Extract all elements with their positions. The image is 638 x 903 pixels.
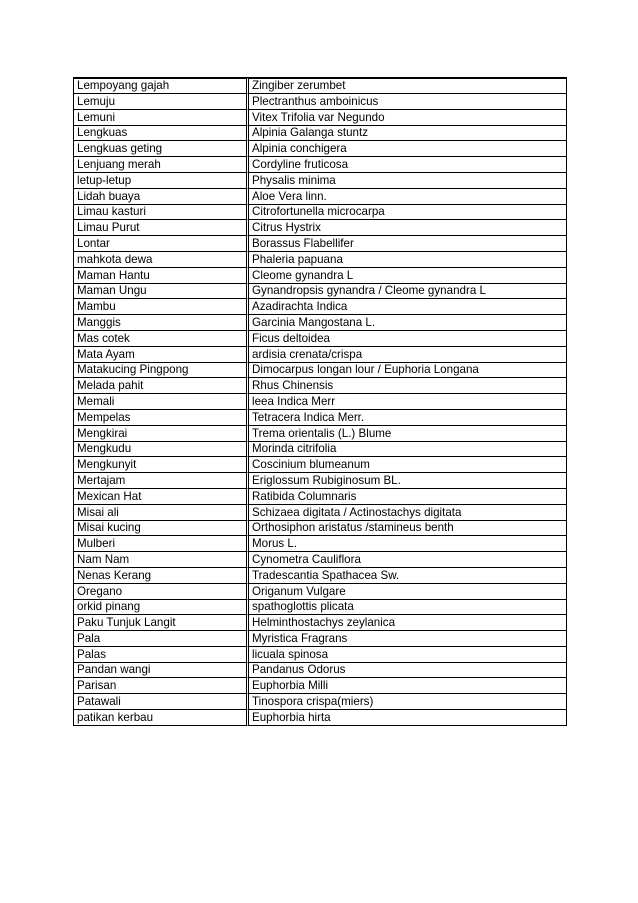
scientific-name-cell: Orthosiphon aristatus /stamineus benth	[249, 521, 567, 537]
table-row	[74, 426, 567, 442]
table-row	[74, 631, 567, 647]
table-row	[74, 252, 567, 268]
table-row	[74, 615, 567, 631]
local-name-cell: Manggis	[74, 315, 249, 331]
table-row	[74, 489, 567, 505]
local-name-cell: Lempoyang gajah	[74, 78, 249, 94]
table-row	[74, 157, 567, 173]
scientific-name-cell: Morinda citrifolia	[249, 442, 567, 458]
table-row	[74, 647, 567, 663]
scientific-name-cell: Azadirachta Indica	[249, 299, 567, 315]
local-name-cell: Oregano	[74, 584, 249, 600]
local-name-cell: Mertajam	[74, 473, 249, 489]
scientific-name-cell: Euphorbia Milli	[249, 678, 567, 694]
scientific-name-cell: Citrofortunella microcarpa	[249, 205, 567, 221]
scientific-name-cell: Ratibida Columnaris	[249, 489, 567, 505]
table-row	[74, 141, 567, 157]
local-name-cell: Maman Ungu	[74, 284, 249, 300]
scientific-name-cell: Euphorbia hirta	[249, 710, 567, 726]
table-row	[74, 378, 567, 394]
scientific-name-cell: Trema orientalis (L.) Blume	[249, 426, 567, 442]
table-row	[74, 568, 567, 584]
table-row	[74, 394, 567, 410]
table-row	[74, 584, 567, 600]
table-row	[74, 173, 567, 189]
table-row	[74, 315, 567, 331]
table-row	[74, 600, 567, 616]
scientific-name-cell: ardisia crenata/crispa	[249, 347, 567, 363]
local-name-cell: Mexican Hat	[74, 489, 249, 505]
scientific-name-cell: leea Indica Merr	[249, 394, 567, 410]
table-row	[74, 473, 567, 489]
local-name-cell: Lontar	[74, 236, 249, 252]
scientific-name-cell: Tetracera Indica Merr.	[249, 410, 567, 426]
local-name-cell: Mambu	[74, 299, 249, 315]
scientific-name-cell: Vitex Trifolia var Negundo	[249, 110, 567, 126]
plant-name-table	[73, 77, 567, 726]
table-row	[74, 678, 567, 694]
local-name-cell: Paku Tunjuk Langit	[74, 615, 249, 631]
scientific-name-cell: Plectranthus amboinicus	[249, 94, 567, 110]
local-name-cell: Lengkuas	[74, 126, 249, 142]
scientific-name-cell: Rhus Chinensis	[249, 378, 567, 394]
table-row	[74, 78, 567, 94]
local-name-cell: Maman Hantu	[74, 268, 249, 284]
table-row	[74, 220, 567, 236]
local-name-cell: Misai kucing	[74, 521, 249, 537]
local-name-cell: Mata Ayam	[74, 347, 249, 363]
local-name-cell: Misai ali	[74, 505, 249, 521]
scientific-name-cell: Physalis minima	[249, 173, 567, 189]
scientific-name-cell: Ficus deltoidea	[249, 331, 567, 347]
table-row	[74, 284, 567, 300]
local-name-cell: Lengkuas geting	[74, 141, 249, 157]
table-row	[74, 505, 567, 521]
scientific-name-cell: Cynometra Cauliflora	[249, 552, 567, 568]
table-row	[74, 189, 567, 205]
scientific-name-cell: Phaleria papuana	[249, 252, 567, 268]
local-name-cell: Patawali	[74, 694, 249, 710]
scientific-name-cell: Gynandropsis gynandra / Cleome gynandra L	[249, 284, 567, 300]
local-name-cell: Mengkunyit	[74, 457, 249, 473]
local-name-cell: orkid pinang	[74, 600, 249, 616]
table-row	[74, 236, 567, 252]
table-row	[74, 552, 567, 568]
table-row	[74, 126, 567, 142]
scientific-name-cell: Origanum Vulgare	[249, 584, 567, 600]
table-row	[74, 94, 567, 110]
scientific-name-cell: Pandanus Odorus	[249, 663, 567, 679]
local-name-cell: Matakucing Pingpong	[74, 363, 249, 379]
scientific-name-cell: spathoglottis plicata	[249, 600, 567, 616]
local-name-cell: Pandan wangi	[74, 663, 249, 679]
local-name-cell: Lemuju	[74, 94, 249, 110]
scientific-name-cell: Dimocarpus longan lour / Euphoria Longana	[249, 363, 567, 379]
local-name-cell: Memali	[74, 394, 249, 410]
table-row	[74, 331, 567, 347]
scientific-name-cell: Helminthostachys zeylanica	[249, 615, 567, 631]
local-name-cell: Mengkirai	[74, 426, 249, 442]
table-row	[74, 347, 567, 363]
local-name-cell: Parisan	[74, 678, 249, 694]
scientific-name-cell: Schizaea digitata / Actinostachys digitata	[249, 505, 567, 521]
local-name-cell: mahkota dewa	[74, 252, 249, 268]
scientific-name-cell: Alpinia Galanga stuntz	[249, 126, 567, 142]
scientific-name-cell: Citrus Hystrix	[249, 220, 567, 236]
scientific-name-cell: Morus L.	[249, 536, 567, 552]
scientific-name-cell: Tinospora crispa(miers)	[249, 694, 567, 710]
scientific-name-cell: Cordyline fruticosa	[249, 157, 567, 173]
scientific-name-cell: Zingiber zerumbet	[249, 78, 567, 94]
local-name-cell: Melada pahit	[74, 378, 249, 394]
scientific-name-cell: Cleome gynandra L	[249, 268, 567, 284]
table-row	[74, 442, 567, 458]
local-name-cell: Lemuni	[74, 110, 249, 126]
scientific-name-cell: Myristica Fragrans	[249, 631, 567, 647]
scientific-name-cell: Eriglossum Rubiginosum BL.	[249, 473, 567, 489]
local-name-cell: Nenas Kerang	[74, 568, 249, 584]
local-name-cell: Limau Purut	[74, 220, 249, 236]
scientific-name-cell: Alpinia conchigera	[249, 141, 567, 157]
scientific-name-cell: Coscinium blumeanum	[249, 457, 567, 473]
scientific-name-cell: Tradescantia Spathacea Sw.	[249, 568, 567, 584]
table-row	[74, 663, 567, 679]
local-name-cell: Mulberi	[74, 536, 249, 552]
scientific-name-cell: Aloe Vera linn.	[249, 189, 567, 205]
local-name-cell: Mengkudu	[74, 442, 249, 458]
local-name-cell: Lenjuang merah	[74, 157, 249, 173]
table-row	[74, 110, 567, 126]
local-name-cell: Palas	[74, 647, 249, 663]
table-row	[74, 694, 567, 710]
table-row	[74, 536, 567, 552]
local-name-cell: Pala	[74, 631, 249, 647]
table-row	[74, 299, 567, 315]
table-row	[74, 268, 567, 284]
table-row	[74, 410, 567, 426]
local-name-cell: Mempelas	[74, 410, 249, 426]
local-name-cell: patikan kerbau	[74, 710, 249, 726]
local-name-cell: letup-letup	[74, 173, 249, 189]
local-name-cell: Mas cotek	[74, 331, 249, 347]
scientific-name-cell: Garcinia Mangostana L.	[249, 315, 567, 331]
table-row	[74, 521, 567, 537]
local-name-cell: Nam Nam	[74, 552, 249, 568]
table-row	[74, 205, 567, 221]
scientific-name-cell: licuala spinosa	[249, 647, 567, 663]
scientific-name-cell: Borassus Flabellifer	[249, 236, 567, 252]
table-row	[74, 457, 567, 473]
local-name-cell: Limau kasturi	[74, 205, 249, 221]
table-row	[74, 363, 567, 379]
table-row	[74, 710, 567, 726]
local-name-cell: Lidah buaya	[74, 189, 249, 205]
plant-table-body	[74, 78, 567, 726]
